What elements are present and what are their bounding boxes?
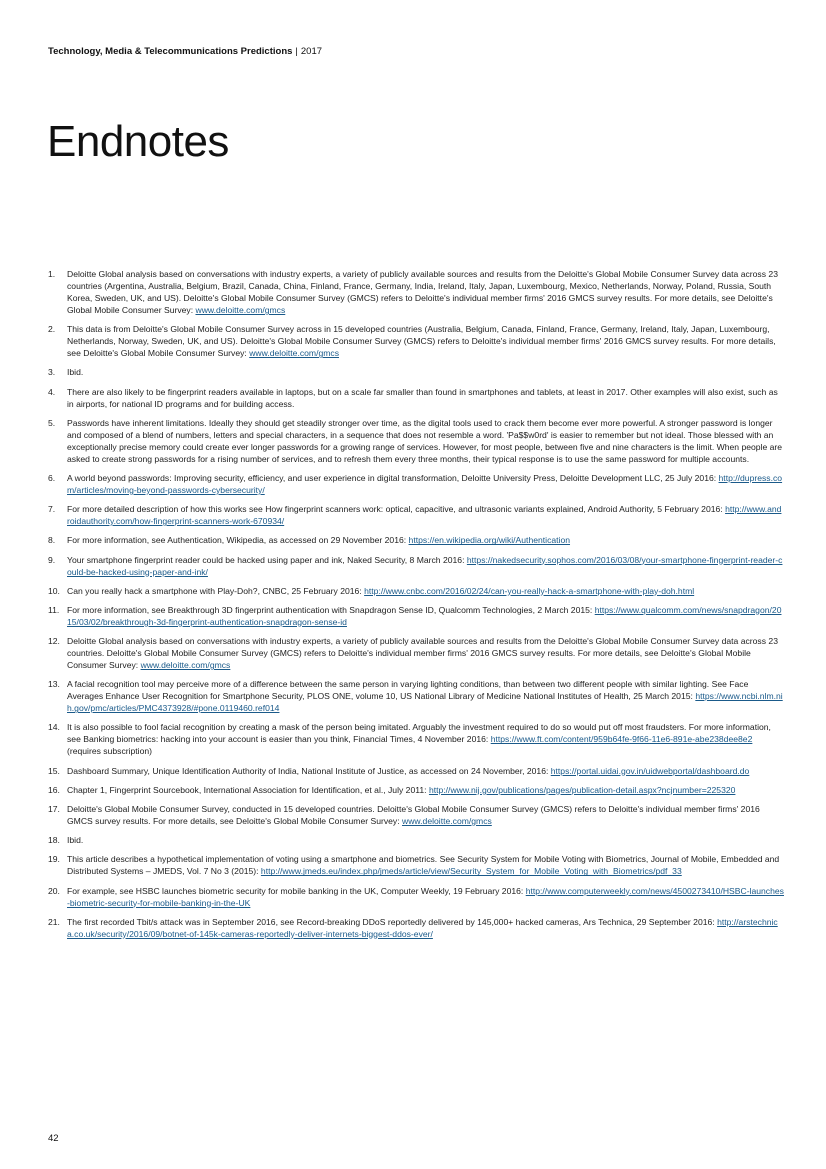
endnote-item	[48, 678, 784, 714]
endnote-number: 9.	[48, 554, 56, 565]
endnote-text: Ibid.	[67, 367, 84, 378]
endnote-number: 12.	[48, 636, 60, 647]
endnote-text: Ibid.	[67, 835, 84, 846]
endnote-body	[67, 386, 784, 410]
endnote-text: For more detailed description of how this works see How fingerprint scanners work: optical, capacitive, and ultrasonic variants explained, Android Authority, 5 February 2016:	[67, 504, 726, 515]
endnote-link[interactable]: www.deloitte.com/gmcs	[402, 816, 492, 826]
endnote-text: For example, see HSBC launches biometric security for mobile banking in the UK, Computer Weekly, 19 February 2016:	[67, 885, 526, 896]
publication-series: Technology, Media & Telecommunications Predictions	[48, 46, 293, 57]
endnote-body	[67, 472, 784, 496]
endnote-item	[48, 554, 784, 578]
page-number: 42	[48, 1133, 59, 1144]
endnote-link[interactable]: https://portal.uidai.gov.in/uidwebportal/dashboard.do	[550, 765, 750, 776]
endnote-body	[67, 323, 784, 359]
endnote-number: 3.	[48, 367, 56, 378]
endnote-body	[67, 885, 784, 909]
endnote-number: 11.	[48, 604, 60, 615]
endnote-text: Deloitte's Global Mobile Consumer Survey, conducted in 15 developed countries. Deloitte's Global Mobile Consumer Survey (GMCS) refers to Deloitte's individual member firms' 2016 GMCS survey results. For more details, see Deloitte's Global Mobile Consumer Survey:	[67, 804, 760, 826]
endnote-link[interactable]: http://arstechnica.co.uk/security/2016/09/botnet-of-145k-cameras-reportedly-deliver-internets-biggest-ddos-ever/	[67, 916, 778, 939]
endnote-text: Deloitte Global analysis based on conversations with industry experts, a variety of publicly available sources and results from the Deloitte's Global Mobile Consumer Survey data across 23 countries. Deloitte's Global Mobile Consumer Survey (GMCS) refers to Deloitte's individual member firms' 2016 GMCS survey results. For more details, see Deloitte's Global Mobile Consumer Survey:	[67, 636, 778, 671]
endnote-number: 15.	[48, 765, 60, 776]
endnote-number: 21.	[48, 916, 60, 927]
endnote-number: 5.	[48, 417, 56, 428]
endnote-body	[67, 784, 784, 796]
endnote-link[interactable]: https://www.qualcomm.com/news/snapdragon/2015/03/02/breakthrough-3d-fingerprint-authentication-snapdragon-sense-id	[67, 604, 782, 627]
endnote-item	[48, 472, 784, 496]
endnote-number: 14.	[48, 722, 60, 733]
endnote-body	[67, 366, 784, 378]
endnote-item	[48, 323, 784, 359]
endnote-text: For more information, see Authentication, Wikipedia, as accessed on 29 November 2016:	[67, 535, 409, 546]
endnote-text: Your smartphone fingerprint reader could be hacked using paper and ink, Naked Security, 8 March 2016:	[67, 554, 467, 565]
running-header	[48, 46, 322, 57]
endnote-text: Deloitte Global analysis based on conversations with industry experts, a variety of publicly available sources and results from the Deloitte's Global Mobile Consumer Survey data across 23 countries (Argentina, Australia, Belgium, Brazil, Canada, China, Finland, France, Germany, India, Ireland, Italy, Japan, Luxembourg, Mexico, Netherlands, Norway, Poland, Russia, South Korea, Sweden, UK, and US). Deloitte's Global Mobile Consumer Survey (GMCS) refers to Deloitte's individual member firms' 2016 GMCS survey results. For more details, see Deloitte's Global Mobile Consumer Survey:	[67, 269, 778, 315]
endnote-link[interactable]: www.deloitte.com/gmcs	[249, 348, 339, 359]
endnote-number: 13.	[48, 679, 60, 690]
endnote-body	[67, 585, 784, 597]
endnote-item	[48, 386, 784, 410]
endnote-link[interactable]: http://www.computerweekly.com/news/4500273410/HSBC-launches-biometric-security-for-mobile-banking-in-the-UK	[67, 885, 784, 908]
endnote-body	[67, 765, 784, 777]
endnote-body	[67, 417, 784, 465]
endnote-text: There are also likely to be fingerprint readers available in laptops, but on a scale far smaller than found in smartphones and tablets, at least in 2017. Other examples will also exist, such as in airports, for national ID programs and for building access.	[67, 386, 778, 409]
endnote-item	[48, 834, 784, 846]
endnote-link[interactable]: https://www.ncbi.nlm.nih.gov/pmc/articles/PMC4373928/#pone.0119460.ref014	[67, 691, 783, 714]
endnotes-list	[48, 268, 784, 947]
endnote-text: Dashboard Summary, Unique Identification Authority of India, National Institute of Justice, as accessed on 24 November, 2016:	[67, 765, 551, 776]
endnote-item	[48, 417, 784, 465]
endnote-number: 16.	[48, 784, 60, 795]
publication-year: 2017	[300, 46, 323, 57]
endnote-link[interactable]: http://www.nij.gov/publications/pages/publication-detail.aspx?ncjnumber=225320	[428, 784, 736, 795]
endnote-number: 20.	[48, 885, 60, 896]
endnote-link[interactable]: http://www.jmeds.eu/index.php/jmeds/article/view/Security_System_for_Mobile_Voting_with_Biometrics/pdf_33	[260, 866, 682, 877]
endnote-text: For more information, see Breakthrough 3D fingerprint authentication with Snapdragon Sense ID, Qualcomm Technologies, 2 March 2015:	[67, 604, 595, 615]
endnote-body	[67, 503, 784, 527]
endnote-link[interactable]: www.deloitte.com/gmcs	[140, 660, 231, 671]
endnote-text: This data is from Deloitte's Global Mobile Consumer Survey across in 15 developed countries (Australia, Belgium, Canada, Finland, France, Germany, Ireland, Italy, Japan, Luxembourg, Netherlands, Norway, Sweden, UK, and US). Deloitte's Global Mobile Consumer Survey (GMCS) refers to Deloitte's individual member firms' 2016 GMCS survey results. For more details, see Deloitte's Global Mobile Consumer Survey:	[67, 324, 776, 359]
endnote-text: Chapter 1, Fingerprint Sourcebook, International Association for Identification, et al., July 2011:	[67, 784, 429, 795]
endnote-item	[48, 916, 784, 940]
endnote-item	[48, 803, 784, 827]
endnote-body	[67, 554, 784, 578]
endnote-link[interactable]: https://www.ft.com/content/959b64fe-9f66-11e6-891e-abe238dee8e2	[490, 734, 753, 745]
endnote-number: 1.	[48, 269, 56, 279]
endnote-text: It is also possible to fool facial recognition by creating a mask of the person being imitated. Arguably the investment required to do so would put off most fraudsters. For more information, see Banking biometrics: hacking into your account is easier than you think, Financial Times, 4 November 2016:	[67, 722, 771, 745]
endnote-text: A world beyond passwords: Improving security, efficiency, and user experience in digital transformation, Deloitte University Press, Deloitte Development LLC, 25 July 2016:	[67, 472, 719, 483]
header-separator: |	[295, 46, 298, 57]
endnote-body	[67, 268, 784, 316]
endnote-number: 6.	[48, 472, 56, 483]
endnote-number: 17.	[48, 804, 60, 814]
endnote-text: A facial recognition tool may perceive more of a difference between the same person in varying lighting conditions, than between two different people with similar lighting. See Face Averages Enhance User Recognition for Smartphone Security, PLOS ONE, volume 10, US National Library of Medicine National Institutes of Health, 25 March 2015:	[67, 679, 749, 702]
endnote-trailing-text: (requires subscription)	[67, 746, 153, 757]
endnote-item	[48, 503, 784, 527]
endnote-item	[48, 784, 784, 796]
endnote-body	[67, 678, 784, 714]
endnote-body	[67, 803, 784, 827]
endnote-body	[67, 834, 784, 846]
endnote-number: 7.	[48, 504, 56, 515]
endnote-item	[48, 853, 784, 877]
endnote-item	[48, 721, 784, 757]
endnote-text: Passwords have inherent limitations. Ideally they should get steadily stronger over time, as the digital tools used to crack them become ever more powerful. A stronger password is longer and composed of a blend of numbers, letters and special characters, in a sequence that does not resemble a word. 'Pa$$w0rd' is easier to remember but not ideal. Those blessed with an exceptionally precise memory could create ever longer passwords for a growing range of services. However, for most people, between five and nine characters is the limit. When people are asked to create strong passwords for a rising number of services, and to refresh them every three months, their typical response is to use the same password for multiple accounts.	[67, 417, 783, 464]
endnote-item	[48, 635, 784, 671]
endnote-link[interactable]: https://en.wikipedia.org/wiki/Authentication	[408, 535, 571, 546]
endnote-link[interactable]: https://nakedsecurity.sophos.com/2016/03/08/your-smartphone-fingerprint-reader-could-be-hacked-using-paper-and-ink/	[67, 554, 783, 577]
endnote-number: 8.	[48, 535, 56, 546]
endnote-text: The first recorded Tbit/s attack was in September 2016, see Record-breaking DDoS reportedly delivered by 145,000+ hacked cameras, Ars Technica, 29 September 2016:	[67, 916, 718, 927]
endnote-text: This article describes a hypothetical implementation of voting using a smartphone and biometrics. See Security System for Mobile Voting with Biometrics, Journal of Mobile, Embedded and Distributed Systems – JMEDS, Vol. 7 No 3 (2015):	[67, 854, 780, 877]
endnote-link[interactable]: http://www.androidauthority.com/how-fingerprint-scanners-work-670934/	[67, 504, 782, 527]
endnote-item	[48, 534, 784, 546]
endnote-item	[48, 268, 784, 316]
endnote-item	[48, 585, 784, 597]
endnote-body	[67, 604, 784, 628]
endnote-text: Can you really hack a smartphone with Play-Doh?, CNBC, 25 February 2016:	[67, 585, 365, 596]
endnote-body	[67, 635, 784, 671]
endnote-number: 18.	[48, 835, 60, 846]
endnote-body	[67, 853, 784, 877]
endnote-item	[48, 765, 784, 777]
endnote-body	[67, 916, 784, 940]
endnote-link[interactable]: www.deloitte.com/gmcs	[195, 305, 286, 315]
endnote-link[interactable]: http://www.cnbc.com/2016/02/24/can-you-really-hack-a-smartphone-with-play-doh.html	[364, 585, 695, 596]
endnote-number: 2.	[48, 324, 56, 335]
endnote-number: 4.	[48, 386, 56, 397]
endnote-item	[48, 885, 784, 909]
page-title: Endnotes	[47, 117, 229, 166]
endnote-item	[48, 604, 784, 628]
endnote-item	[48, 366, 784, 378]
endnote-number: 19.	[48, 854, 60, 865]
endnote-link[interactable]: http://dupress.com/articles/moving-beyond-passwords-cybersecurity/	[67, 472, 783, 495]
endnote-number: 10.	[48, 585, 60, 596]
endnote-body	[67, 534, 784, 546]
endnote-body	[67, 721, 784, 757]
